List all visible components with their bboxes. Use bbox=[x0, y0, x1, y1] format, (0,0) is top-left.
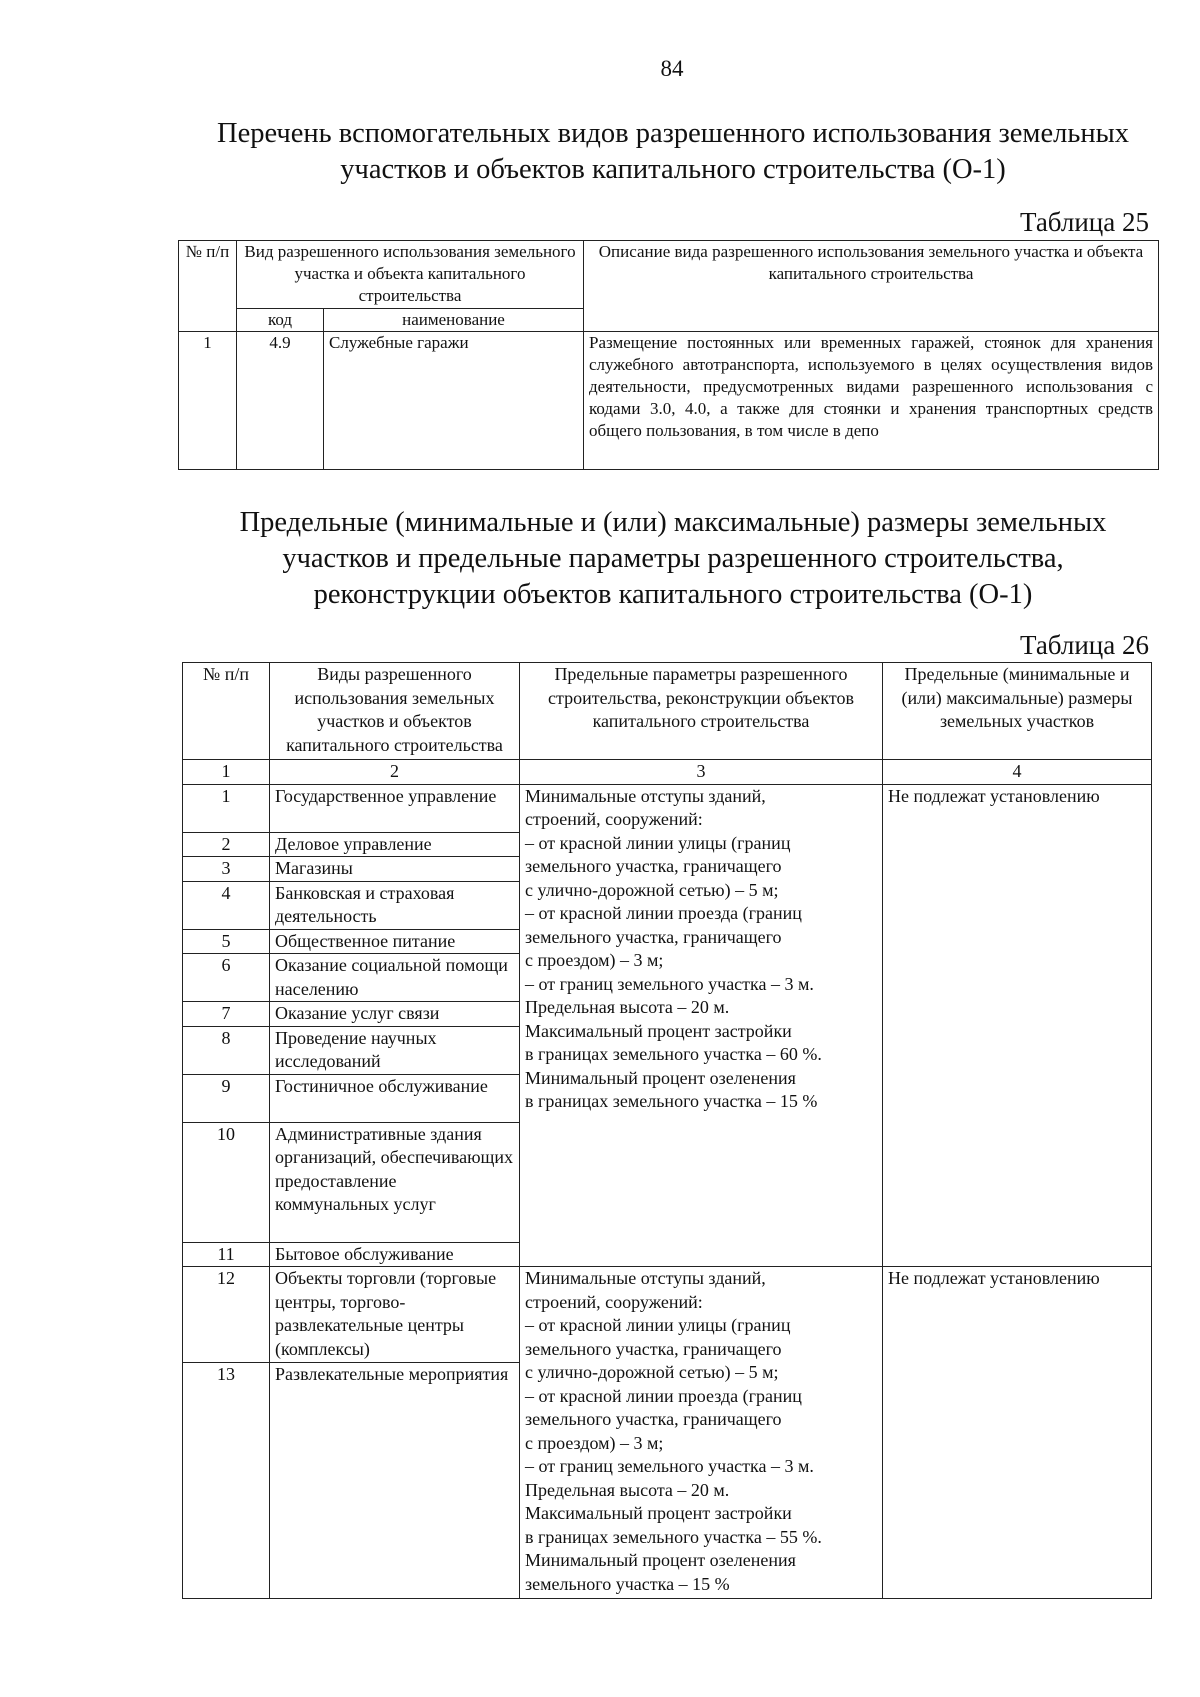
row-num: 2 bbox=[183, 832, 270, 857]
row-name: Оказание социальной помощи населению bbox=[270, 954, 520, 1002]
header-use-type: Вид разрешенного использования земельного участка и объекта капитального строительства bbox=[237, 241, 584, 309]
row-num: 4 bbox=[183, 881, 270, 929]
column-number: 2 bbox=[270, 760, 520, 785]
table-26-heading bbox=[178, 505, 1168, 613]
row-name: Общественное питание bbox=[270, 929, 520, 954]
params-line: Предельная высота – 20 м. bbox=[525, 1479, 730, 1500]
row-name: Бытовое обслуживание bbox=[270, 1242, 520, 1267]
row-num: 3 bbox=[183, 857, 270, 882]
row-num: 6 bbox=[183, 954, 270, 1002]
params-line: Минимальные отступы зданий, bbox=[525, 785, 766, 806]
header-num: № п/п bbox=[179, 241, 237, 332]
params-line: – от красной линии проезда (границ bbox=[525, 1385, 802, 1406]
row-name: Оказание услуг связи bbox=[270, 1002, 520, 1027]
params-line: Максимальный процент застройки bbox=[525, 1503, 792, 1523]
params-line: в границах земельного участка – 60 %. bbox=[525, 1044, 822, 1064]
header-params: Предельные параметры разрешенного строительства, реконструкции объектов капитального строительства bbox=[520, 663, 883, 760]
header-name: наименование bbox=[324, 309, 584, 332]
heading-line: реконструкции объектов капитального строительства (О-1) bbox=[313, 579, 1033, 610]
params-line: Максимальный процент застройки bbox=[525, 1020, 792, 1041]
header-use-types: Виды разрешенного использования земельных участков и объектов капитального строительства bbox=[270, 663, 520, 760]
row-num: 5 bbox=[183, 929, 270, 954]
row-num: 8 bbox=[183, 1026, 270, 1074]
params-line: с проездом) – 3 м; bbox=[525, 950, 664, 970]
sizes-cell: Не подлежат установлению bbox=[883, 784, 1152, 1267]
params-line: – от границ земельного участка – 3 м. bbox=[525, 1456, 814, 1476]
sizes-cell: Не подлежат установлению bbox=[883, 1267, 1152, 1599]
cell-code: 4.9 bbox=[237, 332, 324, 470]
cell-description: Размещение постоянных или временных гаражей, стоянок для хранения служебного автотранспорта, используемого в целях осуществления видов деятельности, предусмотренных видами разрешенного использования с кодами 3.0, 4.0, а также для стоянки и хранения транспортных средств общего пользования, в том числе в депо bbox=[584, 332, 1159, 470]
page-number: 84 bbox=[660, 56, 684, 81]
row-name: Проведение научных исследований bbox=[270, 1026, 520, 1074]
table-26-caption: Таблица 26 bbox=[1020, 630, 1149, 660]
params-line: земельного участка, граничащего bbox=[525, 926, 782, 947]
row-num: 11 bbox=[183, 1242, 270, 1267]
column-number: 1 bbox=[183, 760, 270, 785]
table-26 bbox=[182, 662, 1152, 1599]
params-line: с улично-дорожной сетью) – 5 м; bbox=[525, 879, 779, 900]
row-name: Государственное управление bbox=[270, 784, 520, 832]
params-cell bbox=[520, 784, 883, 1267]
params-line: земельного участка, граничащего bbox=[525, 1338, 782, 1359]
header-code: код bbox=[237, 309, 324, 332]
params-line: в границах земельного участка – 15 % bbox=[525, 1091, 818, 1111]
row-name: Деловое управление bbox=[270, 832, 520, 857]
params-line: строений, сооружений: bbox=[525, 809, 703, 829]
column-number: 3 bbox=[520, 760, 883, 785]
params-line: – от границ земельного участка – 3 м. bbox=[525, 973, 814, 994]
params-line: земельного участка – 15 % bbox=[525, 1573, 730, 1594]
row-num: 9 bbox=[183, 1074, 270, 1122]
cell-name: Служебные гаражи bbox=[324, 332, 584, 470]
heading-line: Предельные (минимальные и (или) максимальные) размеры земельных bbox=[239, 507, 1107, 538]
row-num: 10 bbox=[183, 1122, 270, 1242]
row-num: 1 bbox=[183, 784, 270, 832]
params-line: земельного участка, граничащего bbox=[525, 856, 782, 876]
row-num: 12 bbox=[183, 1267, 270, 1363]
row-num: 13 bbox=[183, 1363, 270, 1599]
params-line: – от красной линии улицы (границ bbox=[525, 832, 791, 853]
params-line: в границах земельного участка – 55 %. bbox=[525, 1526, 822, 1547]
header-sizes: Предельные (минимальные и (или) максимальные) размеры земельных участков bbox=[883, 663, 1152, 760]
params-cell bbox=[520, 1267, 883, 1599]
params-line: Минимальный процент озеленения bbox=[525, 1550, 796, 1570]
params-line: с проездом) – 3 м; bbox=[525, 1432, 664, 1453]
params-line: строений, сооружений: bbox=[525, 1291, 703, 1312]
row-name: Гостиничное обслуживание bbox=[270, 1074, 520, 1122]
row-name: Магазины bbox=[270, 857, 520, 882]
cell-num: 1 bbox=[179, 332, 237, 470]
row-name: Объекты торговли (торговые центры, торгово-развлекательные центры (комплексы) bbox=[270, 1267, 520, 1363]
column-number: 4 bbox=[883, 760, 1152, 785]
table-25-heading bbox=[178, 116, 1168, 188]
params-line: – от красной линии улицы (границ bbox=[525, 1315, 791, 1335]
params-line: земельного участка, граничащего bbox=[525, 1409, 782, 1429]
params-line: с улично-дорожной сетью) – 5 м; bbox=[525, 1362, 779, 1382]
params-line: Минимальный процент озеленения bbox=[525, 1067, 796, 1088]
params-line: – от красной линии проезда (границ bbox=[525, 903, 802, 923]
row-name: Административные здания организаций, обеспечивающих предоставление коммунальных услуг bbox=[270, 1122, 520, 1242]
row-num: 7 bbox=[183, 1002, 270, 1027]
header-num: № п/п bbox=[183, 663, 270, 760]
header-description: Описание вида разрешенного использования земельного участка и объекта капитального строительства bbox=[584, 241, 1159, 332]
row-name: Банковская и страховая деятельность bbox=[270, 881, 520, 929]
row-name: Развлекательные мероприятия bbox=[270, 1363, 520, 1599]
heading-line: участков и объектов капитального строительства (О-1) bbox=[340, 154, 1006, 185]
table-25 bbox=[178, 240, 1159, 470]
table-25-caption: Таблица 25 bbox=[1020, 207, 1149, 237]
heading-line: участков и предельные параметры разрешенного строительства, bbox=[282, 543, 1064, 574]
params-line: Предельная высота – 20 м. bbox=[525, 997, 730, 1017]
params-line: Минимальные отступы зданий, bbox=[525, 1268, 766, 1288]
heading-line: Перечень вспомогательных видов разрешенного использования земельных bbox=[217, 118, 1129, 149]
